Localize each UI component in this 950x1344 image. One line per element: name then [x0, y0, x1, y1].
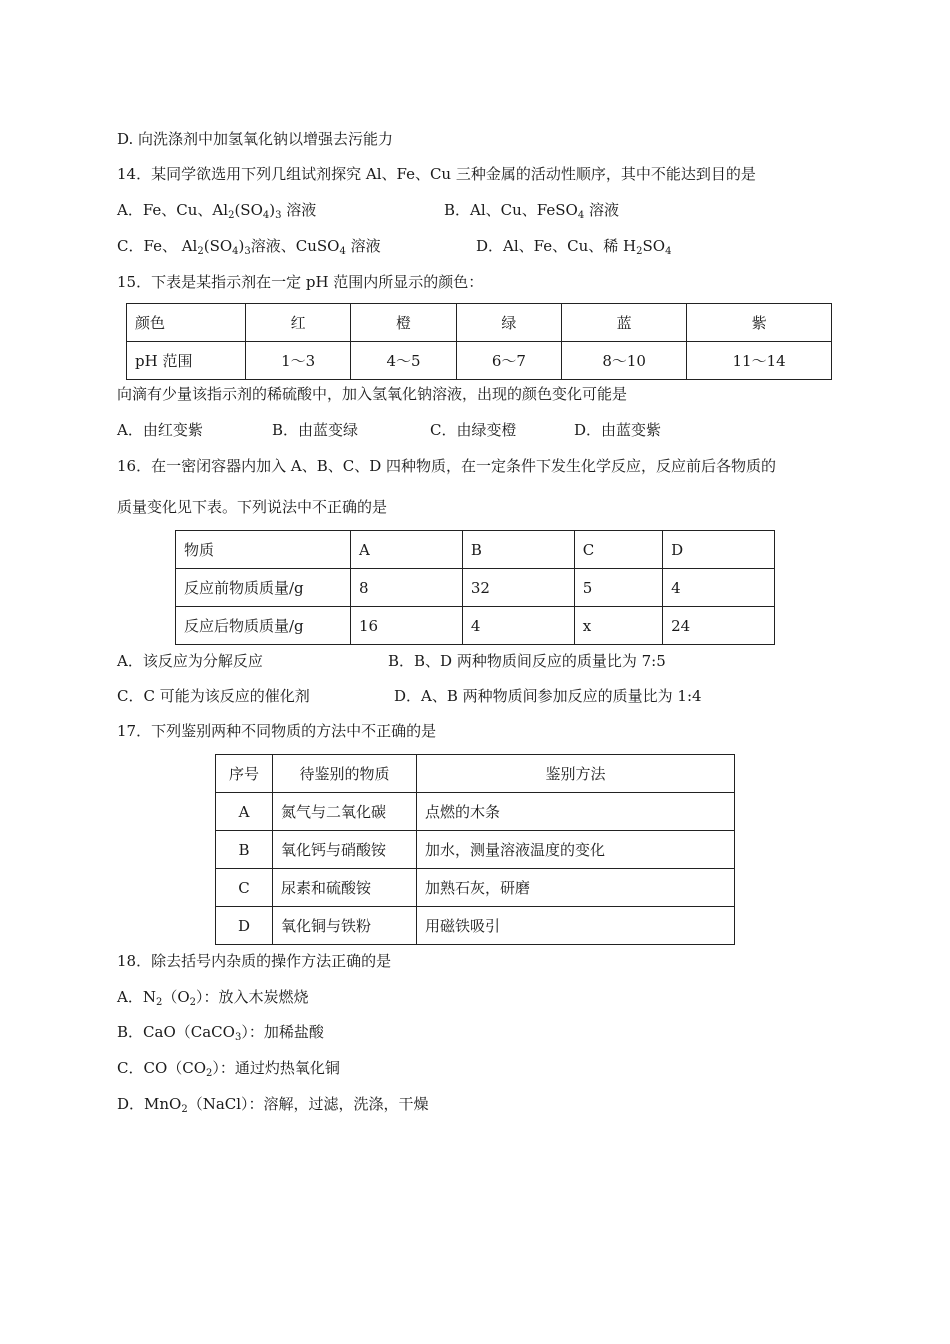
q17-header-method: 鉴别方法 — [417, 755, 735, 793]
q18-stem: 18．除去括号内杂质的操作方法正确的是 — [117, 952, 392, 970]
q17-cell: 点燃的木条 — [417, 793, 735, 831]
q17-cell: 氧化钙与硝酸铵 — [273, 831, 417, 869]
q15-stem: 15．下表是某指示剂在一定 pH 范围内所显示的颜色： — [117, 273, 484, 291]
q15-header-purple: 紫 — [687, 304, 832, 342]
q18-option-a: A．$N_2(O_2)$：放入木炭燃烧 — [117, 988, 309, 1008]
q14-stem: 14．某同学欲选用下列几组试剂探究 Al、Fe、Cu 三种金属的活动性顺序，其中不能达到目的是 — [117, 165, 756, 183]
q16-cell: D — [663, 531, 775, 569]
q17-cell: C — [216, 869, 273, 907]
q18-option-d: D．MnO$_2$（NaCl）：溶解，过滤，洗涤，干燥 — [117, 1095, 429, 1115]
q16-mass-table — [175, 530, 775, 645]
q16-option-d: D．A、B 两种物质间参加反应的质量比为 1:4 — [394, 687, 702, 705]
q15-header-red: 红 — [246, 304, 351, 342]
q15-header-blue: 蓝 — [562, 304, 687, 342]
q16-cell: 4 — [462, 607, 574, 645]
q16-cell: 24 — [663, 607, 775, 645]
q17-cell: B — [216, 831, 273, 869]
q16-cell: C — [574, 531, 662, 569]
q17-cell: 加水，测量溶液温度的变化 — [417, 831, 735, 869]
q15-header-orange: 橙 — [351, 304, 456, 342]
q17-cell: 氧化铜与铁粉 — [273, 907, 417, 945]
q15-cell: 1～3 — [246, 342, 351, 380]
q18-option-b: B．CaO（CaCO$_3$）：加稀盐酸 — [117, 1023, 324, 1043]
q16-cell: 物质 — [176, 531, 351, 569]
q17-header-substances: 待鉴别的物质 — [273, 755, 417, 793]
q15-followup: 向滴有少量该指示剂的稀硫酸中，加入氢氧化钠溶液，出现的颜色变化可能是 — [117, 385, 628, 403]
q16-cell: 16 — [351, 607, 463, 645]
q16-stem-line2: 质量变化见下表。下列说法中不正确的是 — [117, 498, 388, 516]
q16-stem-line1: 16．在一密闭容器内加入 A、B、C、D 四种物质，在一定条件下发生化学反应，反应前后各物质的 — [117, 457, 776, 475]
q14-option-d: D．Al、Fe、Cu、稀 $H_2SO_4$ — [476, 237, 672, 257]
q15-option-a: A．由红变紫 — [117, 421, 203, 439]
q17-cell: 氮气与二氧化碳 — [273, 793, 417, 831]
q16-cell: 反应前物质质量/g — [176, 569, 351, 607]
q17-method-table — [215, 754, 735, 945]
q15-cell: 11～14 — [687, 342, 832, 380]
q17-header-number: 序号 — [216, 755, 273, 793]
q16-cell: 5 — [574, 569, 662, 607]
q16-cell: x — [574, 607, 662, 645]
q17-cell: 加熟石灰，研磨 — [417, 869, 735, 907]
q18-option-c: C．$CO(CO_2)$：通过灼热氧化铜 — [117, 1059, 340, 1079]
q15-cell: 6～7 — [456, 342, 561, 380]
q13-option-d: D. 向洗涤剂中加氢氧化钠以增强去污能力 — [117, 130, 394, 148]
q14-option-a: A．Fe、Cu、$Al_2(SO_4)_3$ 溶液 — [117, 201, 317, 221]
q14-option-b: B．Al、Cu、FeSO$_4$ 溶液 — [444, 201, 619, 221]
q16-option-a: A．该反应为分解反应 — [117, 652, 263, 670]
q15-row-label: pH 范围 — [127, 342, 246, 380]
q16-cell: 4 — [663, 569, 775, 607]
q16-cell: B — [462, 531, 574, 569]
q15-header-green: 绿 — [456, 304, 561, 342]
q16-cell: A — [351, 531, 463, 569]
q15-indicator-table — [126, 303, 832, 380]
q15-cell: 8～10 — [562, 342, 687, 380]
q14-option-c: C．Fe、 $Al_2(SO_4)_3$溶液、CuSO$_4$ 溶液 — [117, 237, 381, 257]
q16-cell: 反应后物质质量/g — [176, 607, 351, 645]
q17-cell: A — [216, 793, 273, 831]
q15-cell: 4～5 — [351, 342, 456, 380]
q17-cell: 用磁铁吸引 — [417, 907, 735, 945]
q16-cell: 32 — [462, 569, 574, 607]
q17-cell: 尿素和硫酸铵 — [273, 869, 417, 907]
q15-option-c: C．由绿变橙 — [430, 421, 517, 439]
q16-option-c: C．C 可能为该反应的催化剂 — [117, 687, 310, 705]
q17-stem: 17．下列鉴别两种不同物质的方法中不正确的是 — [117, 722, 437, 740]
q15-option-b: B．由蓝变绿 — [272, 421, 359, 439]
q15-header-color: 颜色 — [127, 304, 246, 342]
q17-cell: D — [216, 907, 273, 945]
q16-cell: 8 — [351, 569, 463, 607]
q15-option-d: D．由蓝变紫 — [574, 421, 662, 439]
q16-option-b: B．B、D 两种物质间反应的质量比为 7:5 — [388, 652, 666, 670]
